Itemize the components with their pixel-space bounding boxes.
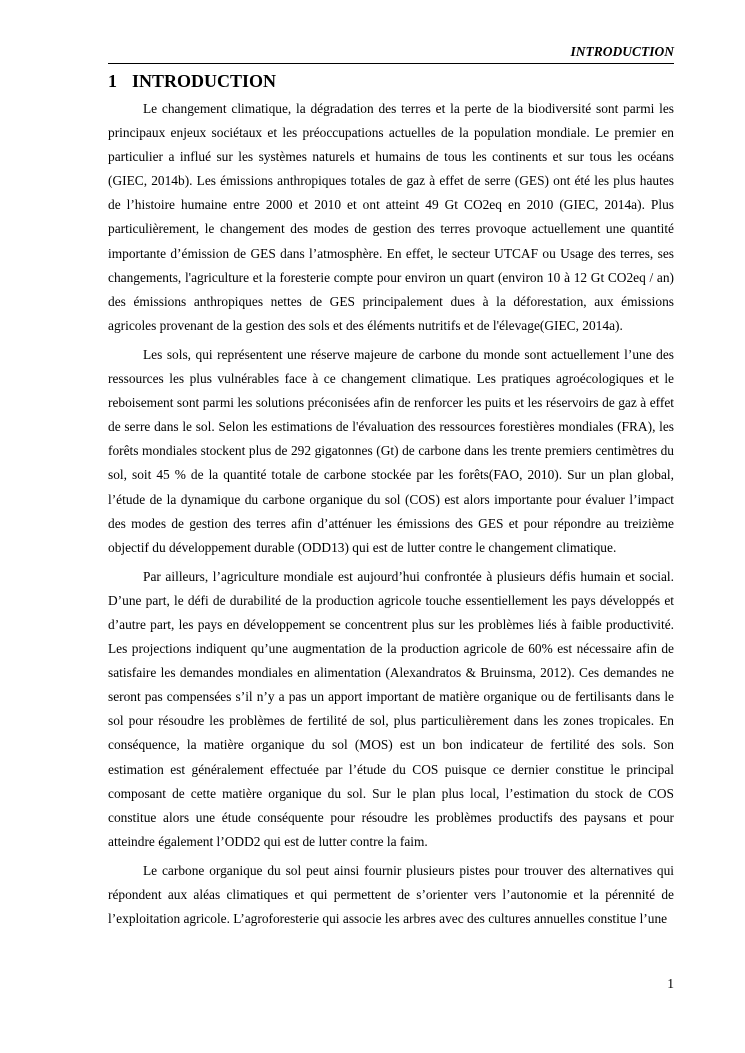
paragraph-1: Le changement climatique, la dégradation des terres et la perte de la biodiversité sont parmi les principaux enjeux sociétaux et les préoccupations actuelles de la population mondiale. Le premier en particulier a influé sur les systèmes naturels et humains de tous les continents et sur tous les océans (GIEC, 2014b). Les émissions anthropiques totales de gaz à effet de serre (GES) ont été les plus hautes de l’histoire humaine entre 2000 et 2010 et ont atteint 49 Gt CO2eq en 2010 (GIEC, 2014a). Plus particulièrement, le changement des modes de gestion des terres provoque actuellement une quantité importante d’émission de GES dans l’atmosphère. En effet, le secteur UTCAF ou Usage des terres, ses changements, l'agriculture et la foresterie compte pour environ un quart (environ 10 à 12 Gt CO2eq / an) des émissions anthropiques nettes de GES principalement dues à la déforestation, aux émissions agricoles provenant de la gestion des sols et des éléments nutritifs et de l'élevage(GIEC, 2014a). bbox=[108, 101, 674, 333]
paragraph-3: Par ailleurs, l’agriculture mondiale est aujourd’hui confrontée à plusieurs défis humain et social. D’une part, le défi de durabilité de la production agricole touche essentiellement les pays développés et d’autre part, les pays en développement se concentrent plus sur les problèmes liés à faible productivité. Les projections indiquent qu’une augmentation de la production agricole de 60% est nécessaire afin de satisfaire les demandes mondiales en alimentation (Alexandratos & Bruinsma, 2012). Ces demandes ne seront pas compensées s’il n’y a pas un apport important de matière organique ou de fertilisants dans le sol pour résoudre les problèmes de fertilité de sol, plus particulièrement dans les zones tropicales. En conséquence, la matière organique du sol (MOS) est un bon indicateur de fertilité des sols. Son estimation est généralement effectuée par l’étude du COS puisque ce dernier constitue le principal composant de cette matière organique du sol. Sur le plan plus local, l’estimation du stock de COS constitue alors une étude conséquente pour résoudre les problèmes productifs des paysans et pour atteindre également l’ODD2 qui est de lutter contre la faim. bbox=[108, 568, 674, 849]
section-title: INTRODUCTION bbox=[132, 71, 277, 91]
running-header: INTRODUCTION bbox=[570, 44, 674, 59]
paragraph-2: Les sols, qui représentent une réserve majeure de carbone du monde sont actuellement l’une des ressources les plus vulnérables face à ce changement climatique. Les pratiques agroécologiques et le reboisement sont parmi les solutions préconisées afin de renforcer les puits et les réservoirs de gaz à effet de serre dans le sol. Selon les estimations de l'évaluation des ressources forestières mondiales (FRA), les forêts mondiales stockent plus de 292 gigatonnes (Gt) de carbone dans les trente premiers centimètres du sol, soit 45 % de la quantité totale de carbone stockée par les forêts(FAO, 2010). Sur un plan global, l’étude de la dynamique du carbone organique du sol (COS) est alors importante pour évaluer l’impact des modes de gestion des terres afin d’atténuer les émissions des GES et pour répondre au treizième objectif du développement durable (ODD13) qui est de lutter contre le changement climatique. bbox=[108, 346, 674, 555]
section-heading bbox=[108, 70, 276, 92]
section-number: 1 bbox=[108, 71, 117, 91]
page-number: 1 bbox=[667, 976, 674, 991]
header-rule bbox=[108, 63, 674, 64]
body-text bbox=[108, 97, 674, 936]
paragraph-4: Le carbone organique du sol peut ainsi fournir plusieurs pistes pour trouver des alternatives qui répondent aux aléas climatiques et qui permettent de s’orienter vers l’autonomie et la pérennité de l’exploitation agricole. L’agroforesterie qui associe les arbres avec des cultures annuelles constitue l’une bbox=[108, 862, 674, 927]
